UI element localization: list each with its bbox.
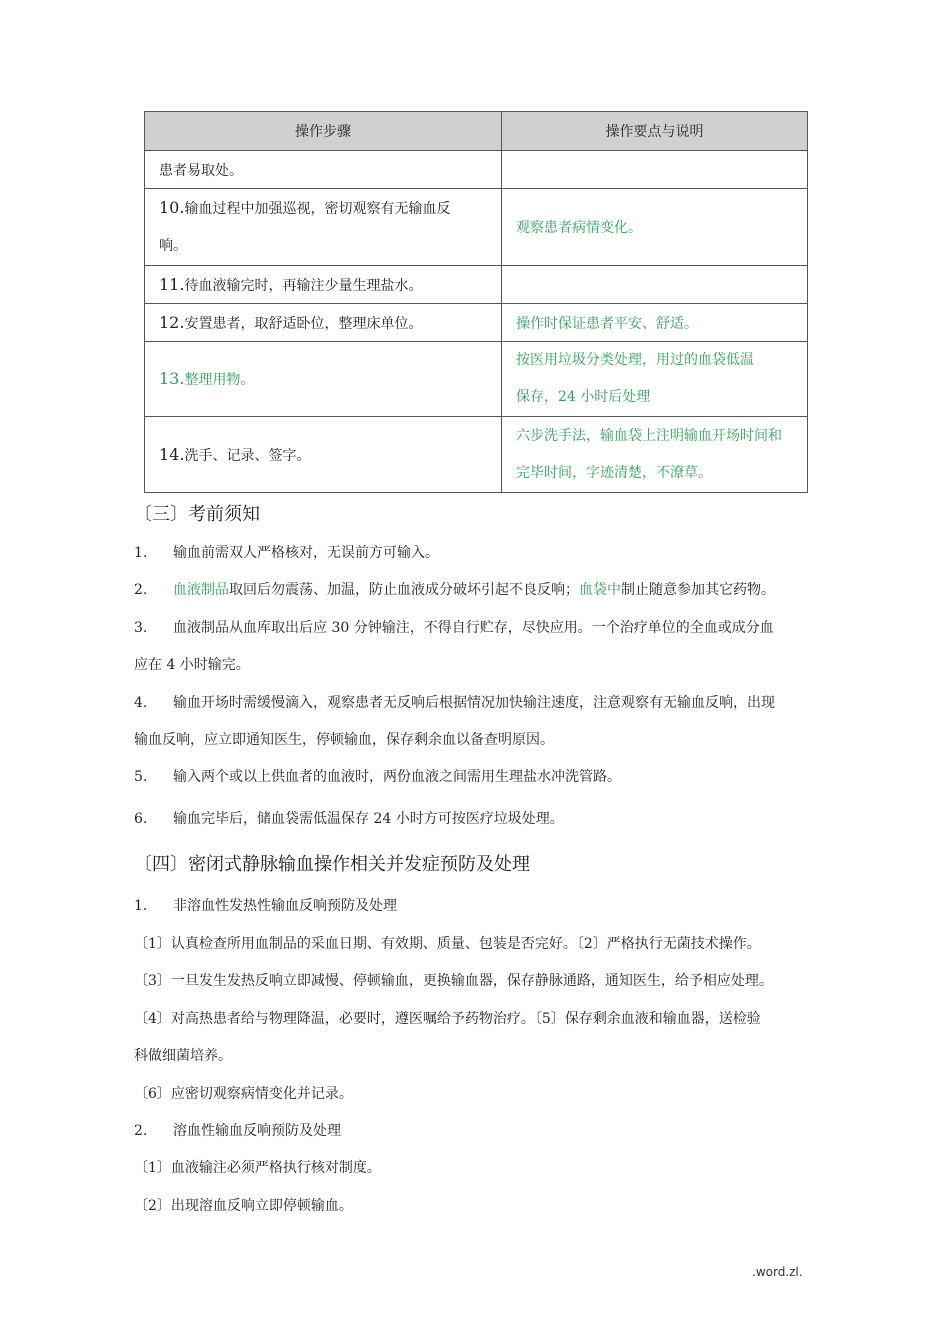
step-cell [145, 266, 502, 304]
step-text: 洗手、记录、签字。 [184, 447, 311, 464]
note-text: 六步洗手法，输血袋上注明输血开场时间和 [516, 427, 782, 444]
list-item [134, 693, 824, 713]
item-number: 3. [134, 620, 148, 636]
note-cell [502, 266, 808, 304]
step-text: 待血液输完时，再输注少量生理盐水。 [184, 277, 423, 294]
step-number: 11. [159, 274, 185, 294]
list-line: 〔3〕一旦发生发热反响立即减慢、停顿输血，更换输血器，保存静脉通路，通知医生，给予相应处理。 [134, 973, 773, 989]
item-number: 1. [134, 545, 148, 561]
table-row [145, 304, 808, 342]
operation-steps-table [144, 111, 808, 493]
step-number: 12. [159, 312, 185, 332]
item-text: 输血前需双人严格核对，无误前方可输入。 [173, 545, 439, 561]
step-number: 14. [159, 444, 185, 464]
list-item-cont: 应在 4 小时输完。 [134, 657, 250, 673]
header-notes: 操作要点与说明 [502, 112, 808, 151]
note-text: 观察患者病情变化。 [516, 220, 642, 236]
list-item [134, 543, 824, 563]
item-text: 输血完毕后，储血袋需低温保存 24 小时方可按医疗垃圾处理。 [173, 811, 564, 827]
list-item [134, 809, 824, 829]
list-line: 〔6〕应密切观察病情变化并记录。 [134, 1086, 353, 1102]
table-row [145, 417, 808, 493]
note-cell [502, 342, 808, 417]
item-text: 非溶血性发热性输血反响预防及处理 [173, 898, 397, 914]
item-text: 输血开场时需缓慢滴入，观察患者无反响后根据情况加快输注速度，注意观察有无输血反响，出现 [173, 695, 775, 711]
item-text: 血液制品从血库取出后应 30 分钟输注，不得自行贮存，尽快应用。一个治疗单位的全血或成分血 [173, 620, 774, 636]
table-header-row [145, 112, 808, 151]
note-cell [502, 304, 808, 342]
highlight-blood-bag: 血袋中 [579, 582, 621, 598]
table-row [145, 189, 808, 266]
list-item [134, 767, 824, 787]
list-line: 〔1〕血液输注必须严格执行核对制度。 [134, 1160, 381, 1176]
list-line: 〔2〕出现溶血反响立即停顿输血。 [134, 1198, 353, 1214]
note-cell [502, 189, 808, 266]
item-text: 溶血性输血反响预防及处理 [173, 1123, 341, 1139]
list-item [134, 618, 824, 638]
step-text-cont: 响。 [159, 238, 187, 254]
table-row [145, 266, 808, 304]
note-text-cont: 保存，24 小时后处理 [516, 389, 651, 405]
note-text: 操作时保证患者平安、舒适。 [516, 315, 698, 332]
step-cell [145, 189, 502, 266]
table-row [145, 151, 808, 189]
list-item [134, 580, 824, 600]
item-number: 2. [134, 1123, 148, 1139]
page-footer: .word.zl. [752, 1265, 803, 1279]
item-number: 2. [134, 582, 148, 598]
item-text: 输入两个或以上供血者的血液时，两份血液之间需用生理盐水冲洗管路。 [173, 769, 621, 785]
step-number: 13. [159, 369, 185, 388]
item-number: 1. [134, 898, 148, 914]
list-item [134, 896, 824, 916]
highlight-blood-products: 血液制品 [173, 582, 229, 598]
list-item [134, 1121, 824, 1141]
step-text: 安置患者，取舒适卧位，整理床单位。 [184, 315, 423, 332]
list-line: 〔1〕认真检查所用血制品的采血日期、有效期、质量、包装是否完好。〔2〕严格执行无菌技术操作。 [134, 936, 761, 952]
item-number: 4. [134, 695, 148, 711]
note-text: 按医用垃圾分类处理，用过的血袋低温 [516, 352, 754, 368]
table-row [145, 342, 808, 417]
section-4-title: 〔四〕密闭式静脉输血操作相关并发症预防及处理 [134, 854, 530, 875]
section-3-title: 〔三〕考前须知 [134, 504, 260, 525]
note-cell [502, 151, 808, 189]
step-cell [145, 304, 502, 342]
list-line: 科做细菌培养。 [134, 1048, 232, 1064]
item-text: 制止随意参加其它药物。 [621, 582, 775, 598]
step-cell [145, 417, 502, 493]
item-number: 6. [134, 811, 148, 827]
step-cell [145, 342, 502, 417]
step-cell [145, 151, 502, 189]
item-text: 取回后勿震荡、加温，防止血液成分破坏引起不良反响； [229, 582, 579, 598]
list-item-cont: 输血反响，应立即通知医生，停顿输血，保存剩余血以备查明原因。 [134, 732, 554, 748]
list-line: 〔4〕对高热患者给与物理降温，必要时，遵医嘱给予药物治疗。〔5〕保存剩余血液和输血器，送检验 [134, 1011, 761, 1027]
note-text-cont: 完毕时间，字迹清楚，不潦草。 [516, 464, 712, 481]
step-number: 10. [159, 198, 185, 217]
step-text: 输血过程中加强巡视，密切观察有无输血反 [184, 201, 451, 217]
item-number: 5. [134, 769, 148, 785]
note-cell [502, 417, 808, 493]
header-steps: 操作步骤 [145, 112, 502, 151]
step-text: 患者易取处。 [159, 162, 243, 179]
step-text: 整理用物。 [184, 372, 255, 388]
